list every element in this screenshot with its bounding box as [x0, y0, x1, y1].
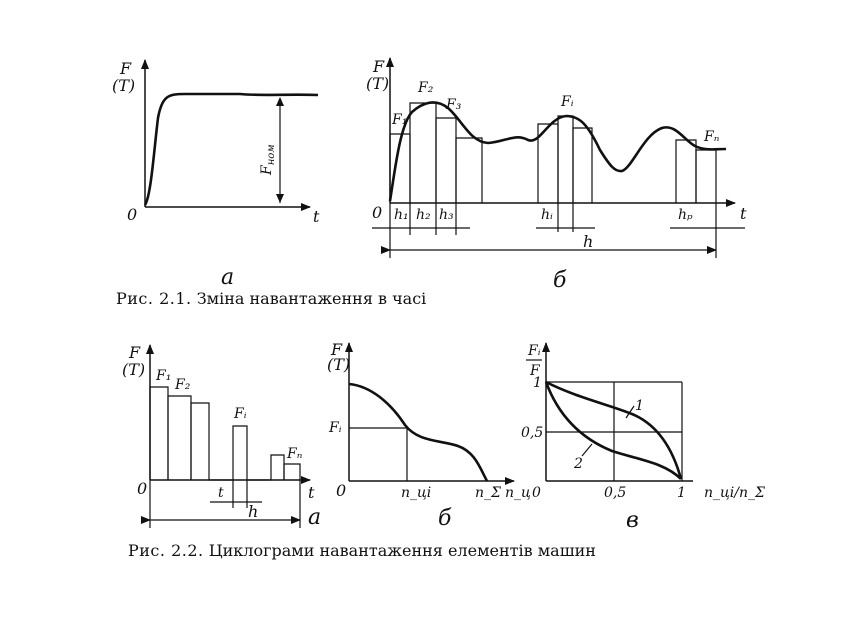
fig2-panel-c	[521, 343, 765, 533]
fig1b-bar-6	[558, 116, 573, 203]
fig2a-origin: 0	[137, 479, 148, 498]
fig2b-duration-curve	[349, 384, 487, 481]
fig2a-step-bars	[150, 387, 300, 480]
fig1b-origin: 0	[372, 203, 383, 222]
fig2a-label-fn: Fₙ	[287, 446, 303, 462]
fig1b-x-label: t	[740, 204, 747, 223]
figure2-caption-prefix: Рис. 2.2.	[128, 541, 204, 560]
fig1a-origin: 0	[127, 205, 138, 224]
fig2a-y-label: F	[129, 343, 141, 362]
fig1b-y-label: F	[373, 57, 385, 76]
fig2b-x-label: n_ц	[505, 485, 531, 501]
fig2c-y-tick-1: 1	[533, 375, 542, 391]
fig1a-level-arrow-top	[276, 97, 284, 106]
fig2c-leader-2	[582, 444, 592, 456]
fig2b-y-label: F	[331, 340, 343, 359]
fig2-panel-a	[122, 343, 321, 530]
fig2a-bar-1	[150, 387, 168, 480]
fig1b-y-unit: (T)	[366, 74, 390, 93]
fig2a-bar-5	[271, 455, 284, 480]
fig1a-level-arrow-bottom	[276, 194, 284, 203]
fig1b-label-fi: Fᵢ	[561, 94, 574, 110]
fig1b-bar-4	[456, 138, 482, 203]
fig1a-x-label: t	[313, 207, 320, 226]
fig2c-curve-label-2: 2	[574, 456, 583, 472]
fig2c-origin: 0	[532, 485, 541, 501]
fig1b-label-h1: h₁	[394, 207, 409, 223]
fig2b-y-mark-fi: Fᵢ	[329, 420, 342, 436]
fig1b-panel-letter: б	[553, 268, 567, 293]
figure1-caption-prefix: Рис. 2.1.	[116, 289, 192, 308]
fig1b-bar-2	[410, 103, 436, 203]
fig2a-label-f1: F₁	[156, 368, 172, 384]
fig2a-label-fi: Fᵢ	[234, 406, 247, 422]
fig2-panel-b	[327, 340, 531, 531]
fig1b-label-h3: h₃	[439, 207, 454, 223]
fig1b-step-bars	[390, 103, 716, 203]
fig2a-bar-3	[191, 403, 209, 480]
fig2c-curve-label-1: 1	[635, 398, 644, 414]
fig1b-label-hp: hₚ	[678, 207, 693, 223]
fig2a-x-label: t	[308, 483, 315, 502]
figure2-caption	[128, 541, 596, 560]
fig1b-bar-3	[436, 118, 456, 203]
fig1a-panel-letter: а	[221, 265, 235, 290]
fig1b-label-hi: hᵢ	[541, 207, 553, 223]
fig1-panel-a	[112, 59, 320, 290]
fig1b-bar-7	[573, 128, 592, 203]
fig2b-panel-letter: б	[438, 506, 452, 531]
fig2b-origin: 0	[336, 481, 347, 500]
fig2c-x-label: n_ці/n_Σ	[704, 485, 765, 501]
fig2a-dimensions	[150, 480, 300, 528]
fig1b-label-h-total: h	[583, 232, 594, 251]
fig2c-panel-letter: в	[626, 508, 639, 533]
fig2b-y-unit: (T)	[327, 355, 351, 374]
fig1b-label-h2: h₂	[416, 207, 431, 223]
fig1a-level-label	[259, 144, 277, 176]
fig2a-label-f2: F₂	[175, 377, 191, 393]
fig2a-y-unit: (T)	[122, 360, 146, 379]
fig2c-y-tick-05: 0,5	[521, 425, 544, 441]
fig1-panel-b	[366, 57, 747, 293]
fig2c-y-label-den: F	[530, 363, 540, 379]
fig1b-bar-8	[676, 140, 696, 203]
svg-text:Fном: $F_{ном}$	[259, 144, 277, 175]
fig2a-label-t: t	[218, 485, 224, 501]
fig2c-x-tick-05: 0,5	[604, 485, 627, 501]
fig2a-bar-4	[233, 426, 247, 480]
fig2c-y-label-num: Fᵢ	[528, 343, 541, 359]
fig2a-label-h: h	[248, 502, 259, 521]
fig1a-curve	[145, 94, 318, 205]
fig2a-panel-letter: а	[308, 505, 322, 530]
fig2a-bar-6	[284, 464, 300, 480]
fig2b-x-mark-nci: n_ці	[401, 485, 432, 501]
figure1-caption	[116, 289, 426, 308]
fig1b-label-fn: Fₙ	[704, 129, 720, 145]
fig1a-y-label: F	[120, 59, 132, 78]
fig2b-x-mark-nsum: n_Σ	[475, 485, 501, 501]
figure2-caption-text: Циклограми навантаження елементів машин	[208, 541, 596, 560]
fig1a-y-unit: (T)	[112, 76, 136, 95]
fig2a-bar-2	[168, 396, 191, 480]
figure1-caption-text: Зміна навантаження в часі	[196, 289, 427, 308]
fig1b-label-f2: F₂	[418, 80, 434, 96]
fig1b-label-f1: F₁	[392, 112, 408, 128]
fig2c-x-tick-1: 1	[677, 485, 686, 501]
fig1b-bar-9	[696, 150, 716, 203]
fig1b-label-f3: F₃	[446, 97, 462, 113]
